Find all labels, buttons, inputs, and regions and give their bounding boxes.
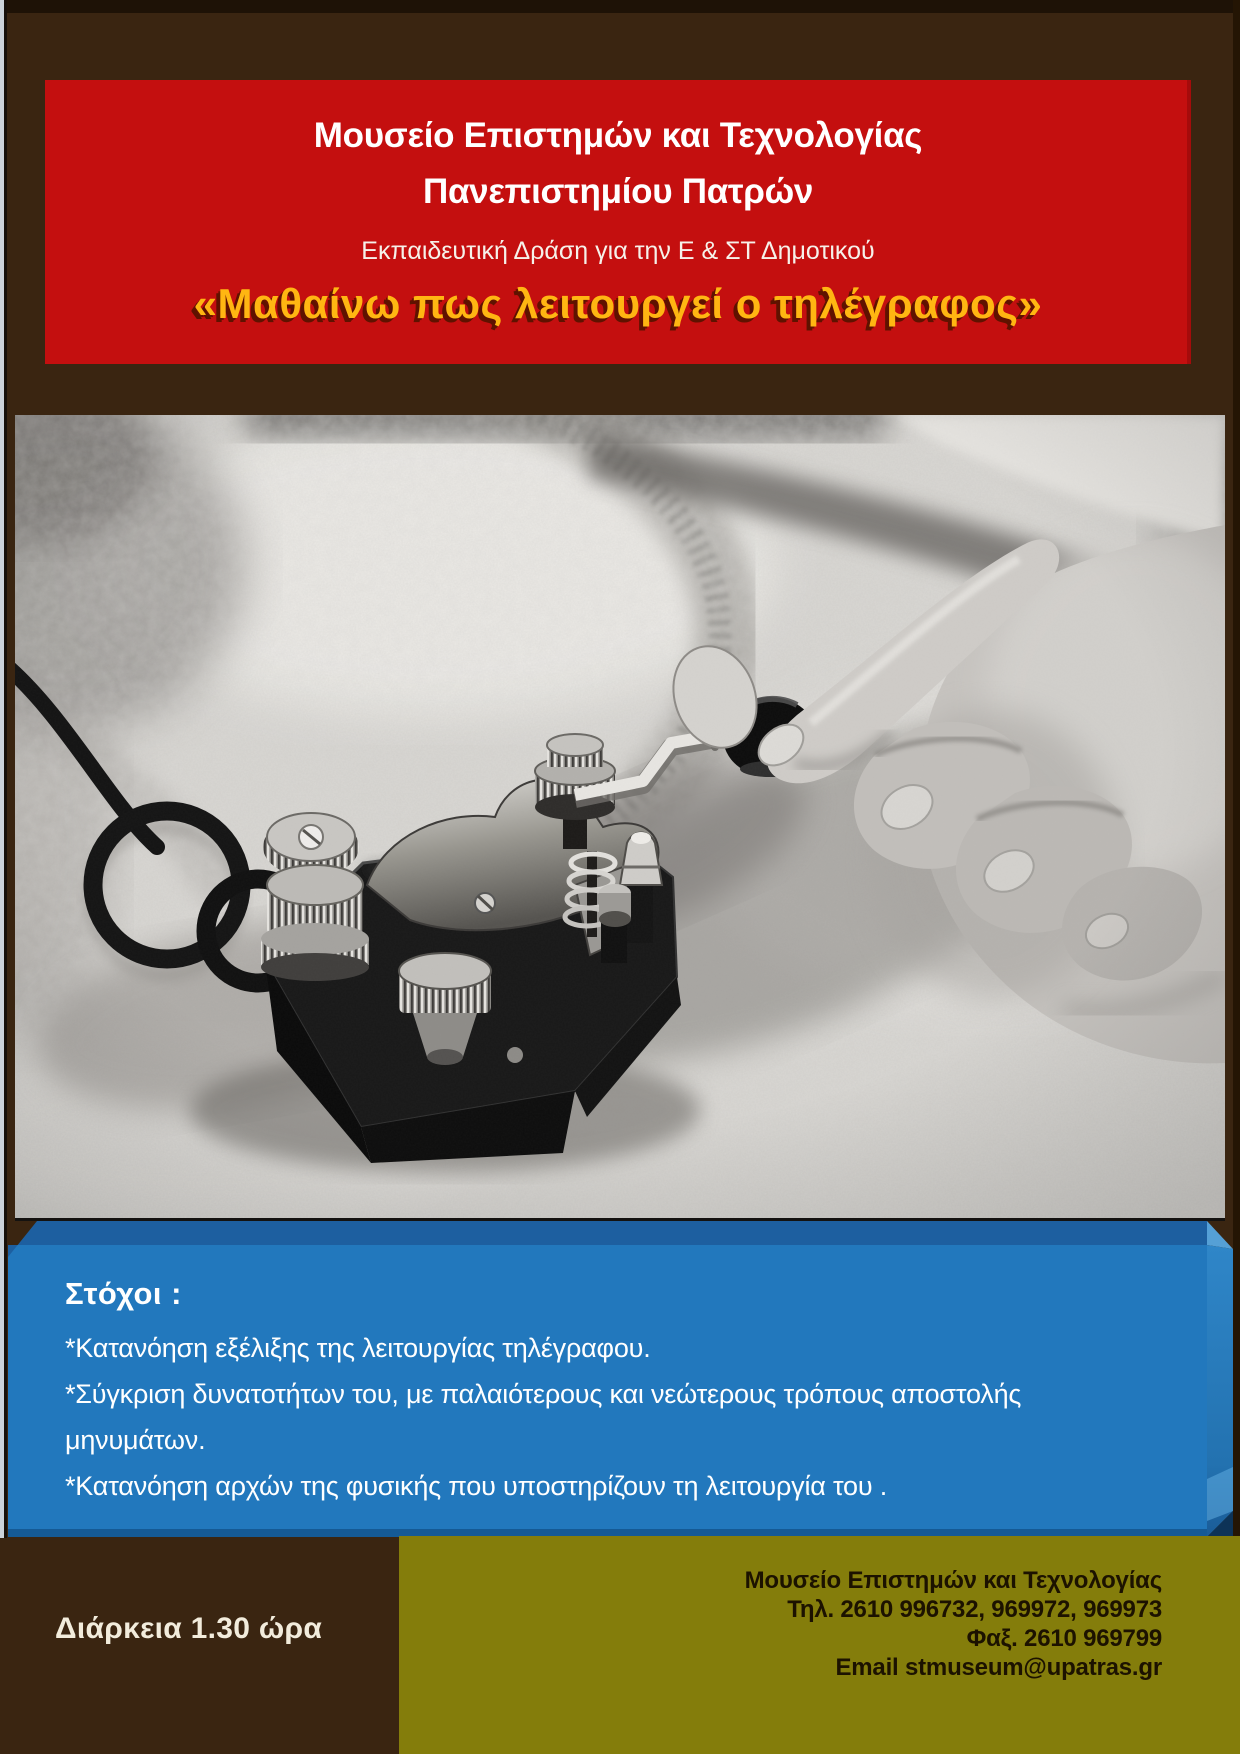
contact-fax: Φαξ. 2610 969799 bbox=[966, 1625, 1162, 1652]
header-banner bbox=[45, 80, 1191, 364]
goals-list bbox=[65, 1325, 1145, 1509]
contact-block bbox=[745, 1566, 1162, 1682]
duration-text: Διάρκεια 1.30 ώρα bbox=[55, 1612, 323, 1645]
goal-item: *Σύγκριση δυνατοτήτων του, με παλαιότερους και νεώτερους τρόπους αποστολής μηνυμάτων. bbox=[65, 1379, 1022, 1455]
goals-heading: Στόχοι : bbox=[65, 1276, 182, 1311]
goal-item: *Κατανόηση εξέλιξης της λειτουργίας τηλέγραφου. bbox=[65, 1333, 651, 1363]
goal-item: *Κατανόηση αρχών της φυσικής που υποστηρίζουν τη λειτουργία του . bbox=[65, 1471, 888, 1501]
header-subtitle: Εκπαιδευτική Δράση για την Ε & ΣΤ Δημοτικού bbox=[361, 237, 875, 265]
telegraph-photo-art bbox=[15, 415, 1225, 1218]
museum-title-line2: Πανεπιστημίου Πατρών bbox=[422, 172, 814, 211]
telegraph-photo bbox=[15, 415, 1225, 1221]
contact-museum-name: Μουσείο Επιστημών και Τεχνολογίας bbox=[744, 1567, 1162, 1594]
contact-panel bbox=[399, 1536, 1240, 1754]
page-top-edge bbox=[0, 0, 1240, 13]
museum-title-line1: Μουσείο Επιστημών και Τεχνολογίας bbox=[313, 116, 923, 155]
contact-phone: Τηλ. 2610 996732, 969972, 969973 bbox=[787, 1596, 1162, 1623]
contact-email: Email stmuseum@upatras.gr bbox=[835, 1654, 1162, 1681]
activity-slogan: «Μαθαίνω πως λειτουργεί ο τηλέγραφος» bbox=[193, 280, 1043, 327]
page-right-edge bbox=[1233, 0, 1240, 1536]
goals-panel bbox=[3, 1221, 1233, 1537]
